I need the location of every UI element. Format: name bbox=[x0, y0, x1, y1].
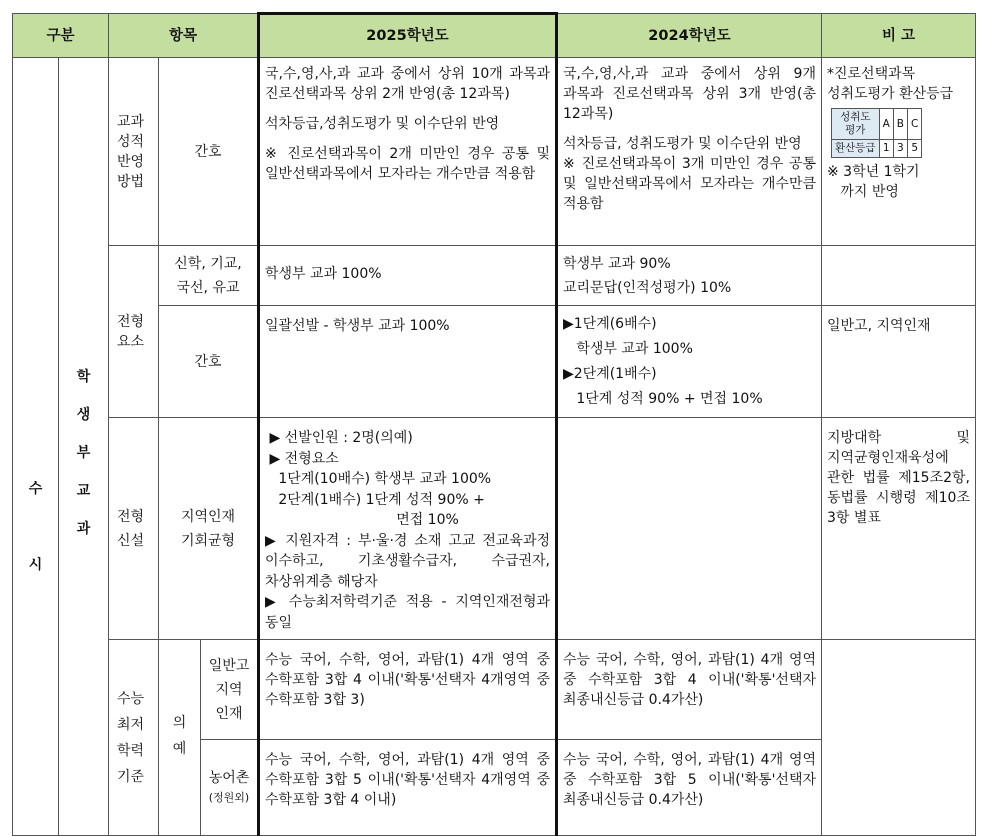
row1-bigo bbox=[822, 58, 976, 246]
row2-sub-b: 간호 bbox=[159, 306, 259, 418]
row3-2025-line5: 면접 10% bbox=[396, 512, 459, 528]
row4-b-label-small: (정원외) bbox=[208, 790, 250, 804]
row2b-2025 bbox=[259, 306, 557, 418]
row-grade-method bbox=[13, 58, 976, 246]
mini-header-grade: 환산등급 bbox=[832, 140, 880, 158]
hak-char-0: 학 bbox=[76, 369, 91, 385]
row3-2025-line7: ▶ 수능최저학력기준 적용 - 지역인재전형과 동일 bbox=[265, 594, 550, 631]
row2b-2024-line1: ▶1단계(6배수) bbox=[563, 316, 657, 332]
row3-2025-line6: ▶ 지원자격 : 부·울·경 소재 고교 전교육과정 이수하고, 기초생활수급자, 수급권자, 차상위계층 해당자 bbox=[265, 532, 550, 590]
row4-bigo bbox=[822, 640, 976, 836]
row2a-2024-line1: 학생부 교과 90% bbox=[563, 256, 671, 272]
row2b-bigo bbox=[822, 306, 976, 418]
bigo-title: *진로선택과목 성취도평가 환산등급 bbox=[827, 66, 954, 102]
row4-sub: 의 예 bbox=[159, 640, 201, 836]
row3-bigo-text: 지방대학 및 지역균형인재육성에 관한 법률 제15조2항, 동법률 시행령 제10조 3항 별표 bbox=[827, 430, 970, 526]
row2b-2024-line4: 1단계 성적 90% + 면접 10% bbox=[563, 391, 763, 407]
row-elements-a bbox=[13, 246, 976, 306]
row2b-bigo-text: 일반고, 지역인재 bbox=[827, 318, 931, 334]
row1-2024-line1: 국,수,영,사,과 교과 중에서 상위 9개 과목과 진로선택과목 상위 3개 반영(총 12과목) bbox=[563, 66, 816, 122]
row2a-2024-line2: 교리문답(인적성평가) 10% bbox=[563, 280, 732, 296]
header-hangmok: 항목 bbox=[109, 14, 259, 58]
mini-1: 1 bbox=[879, 140, 893, 158]
row1-2025-line3: ※ 진로선택과목이 2개 미만인 경우 공통 및 일반선택과목에서 모자라는 개수만큼 적용함 bbox=[265, 146, 550, 182]
row4b-2024 bbox=[557, 740, 822, 836]
mini-b: B bbox=[893, 109, 907, 140]
row4a-2024-text: 수능 국어, 수학, 영어, 과탐(1) 4개 영역 중 수학포함 3합 4 이내('확통'선택자 최종내신등급 0.4가산) bbox=[563, 652, 816, 708]
header-2025: 2025학년도 bbox=[259, 14, 557, 58]
susi-cell bbox=[13, 58, 59, 836]
row-min-a bbox=[13, 640, 976, 740]
row1-2024 bbox=[557, 58, 822, 246]
row4-b-label-cell bbox=[201, 740, 259, 836]
row2a-2025 bbox=[259, 246, 557, 306]
row2b-2024-line2: 학생부 교과 100% bbox=[563, 341, 693, 357]
row3-2025-line1: ▶ 선발인원 : 2명(의예) bbox=[265, 430, 413, 446]
row4a-2025-text: 수능 국어, 수학, 영어, 과탐(1) 4개 영역 중 수학포함 3합 4 이내('확통'선택자 4개영역 중 수학포함 3합 3) bbox=[265, 652, 550, 708]
row3-2025 bbox=[259, 418, 557, 640]
mini-3: 3 bbox=[893, 140, 907, 158]
mini-c: C bbox=[907, 109, 921, 140]
header-bigo: 비 고 bbox=[822, 14, 976, 58]
row3-sub: 지역인재 기회균형 bbox=[159, 418, 259, 640]
row3-2024 bbox=[557, 418, 822, 640]
row1-2024-line2: 석차등급, 성취도평가 및 이수단위 반영 bbox=[563, 136, 802, 152]
row1-2025-line2: 석차등급,성취도평가 및 이수단위 반영 bbox=[265, 116, 500, 132]
row2-label: 전형 요소 bbox=[109, 246, 159, 418]
header-2024: 2024학년도 bbox=[557, 14, 822, 58]
row-new-track bbox=[13, 418, 976, 640]
row2-sub-a: 신학, 기교, 국선, 유교 bbox=[159, 246, 259, 306]
susi-char-1: 수 bbox=[28, 480, 43, 497]
row2b-2024-line3: ▶2단계(1배수) bbox=[563, 366, 657, 382]
row1-2025-line1: 국,수,영,사,과 교과 중에서 상위 10개 과목과 진로선택과목 상위 2개 반영(총 12과목) bbox=[265, 66, 550, 102]
row2a-2024 bbox=[557, 246, 822, 306]
row3-label: 전형 신설 bbox=[109, 418, 159, 640]
row3-bigo bbox=[822, 418, 976, 640]
hak-char-4: 과 bbox=[76, 521, 91, 537]
bigo-note: ※ 3학년 1학기 까지 반영 bbox=[827, 164, 920, 200]
conversion-table bbox=[831, 108, 922, 158]
row4-label: 수능 최저 학력 기준 bbox=[109, 640, 159, 836]
row3-2025-line4: 2단계(1배수) 1단계 성적 90% + bbox=[265, 491, 485, 508]
admission-table bbox=[12, 12, 976, 836]
row4-a-label: 일반고 지역 인재 bbox=[201, 640, 259, 740]
header-row bbox=[13, 14, 976, 58]
row2a-bigo bbox=[822, 246, 976, 306]
row4b-2024-text: 수능 국어, 수학, 영어, 과탐(1) 4개 영역 중 수학포함 3합 5 이내('확통'선택자 최종내신등급 0.4가산) bbox=[563, 752, 816, 808]
mini-a: A bbox=[879, 109, 893, 140]
row4a-2024 bbox=[557, 640, 822, 740]
row4b-2025-text: 수능 국어, 수학, 영어, 과탐(1) 4개 영역 중 수학포함 3합 5 이내('확통'선택자 4개영역 중 수학포함 3합 4 이내) bbox=[265, 752, 550, 808]
hak-char-3: 교 bbox=[76, 483, 91, 499]
row4-b-label: 농어촌 bbox=[208, 769, 250, 786]
mini-header-achievement: 성취도 평가 bbox=[832, 109, 880, 140]
row4a-2025 bbox=[259, 640, 557, 740]
row3-2025-line2: ▶ 전형요소 bbox=[265, 450, 339, 467]
susi-char-2: 시 bbox=[28, 556, 43, 573]
row3-2025-line3: 1단계(10배수) 학생부 교과 100% bbox=[265, 471, 492, 487]
row1-2024-line3: ※ 진로선택과목이 3개 미만인 경우 공통 및 일반선택과목에서 모자라는 개수만큼 적용함 bbox=[563, 156, 816, 212]
header-gubun: 구분 bbox=[13, 14, 109, 58]
row2b-2024 bbox=[557, 306, 822, 418]
row2a-2025-text: 학생부 교과 100% bbox=[265, 266, 382, 282]
haksaengbu-cell bbox=[59, 58, 109, 836]
mini-5: 5 bbox=[907, 140, 921, 158]
row2b-2025-text: 일괄선발 - 학생부 교과 100% bbox=[265, 318, 450, 334]
hak-char-1: 생 bbox=[76, 407, 91, 423]
row1-2025 bbox=[259, 58, 557, 246]
row4b-2025 bbox=[259, 740, 557, 836]
row1-sub: 간호 bbox=[159, 58, 259, 246]
row1-label: 교과 성적 반영 방법 bbox=[109, 58, 159, 246]
hak-char-2: 부 bbox=[76, 445, 91, 461]
